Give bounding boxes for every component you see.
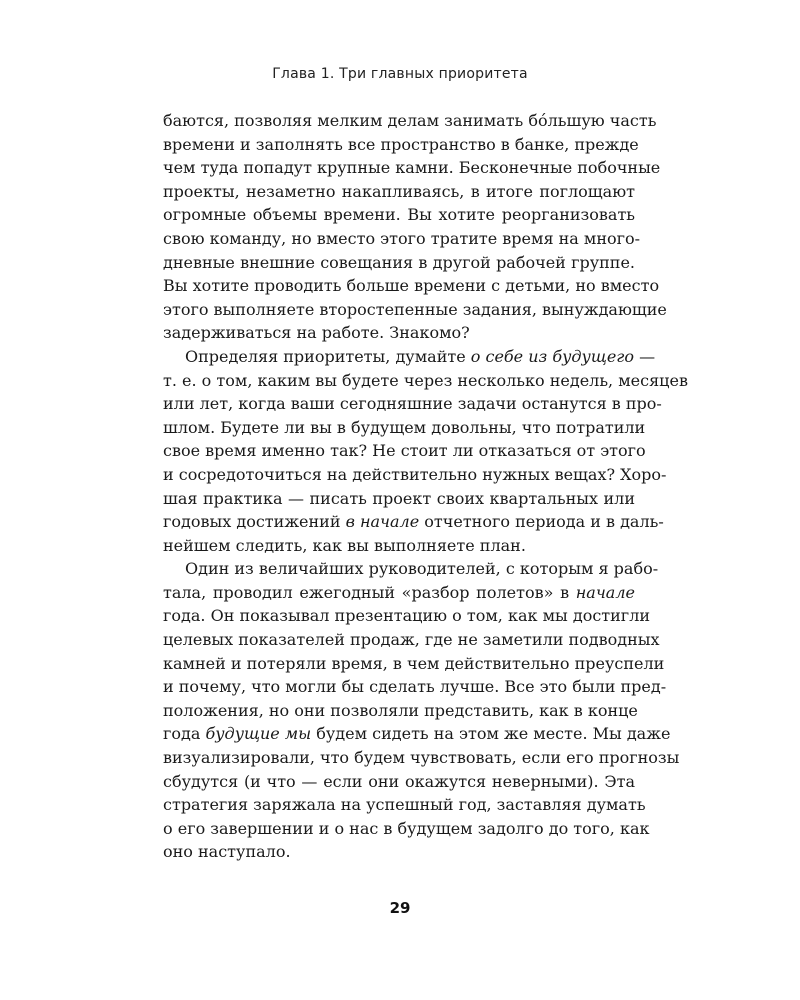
text-run: свое время именно так? Не стоит ли отказаться от этого — [163, 441, 646, 461]
text-line — [163, 156, 661, 180]
text-line — [163, 416, 646, 440]
body-text — [163, 109, 688, 864]
text-run: года. Он показывал презентацию о том, как мы достигли — [163, 606, 651, 626]
text-line — [163, 652, 665, 676]
text-line — [163, 392, 662, 416]
text-run: сбудутся (и что — если они окажутся неверными). Эта — [163, 771, 635, 791]
paragraph — [163, 345, 688, 557]
text-line — [163, 817, 650, 841]
text-line — [163, 675, 667, 699]
text-line — [163, 840, 635, 864]
text-run: или лет, когда ваши сегодняшние задачи останутся в про- — [163, 394, 662, 414]
text-line — [163, 133, 639, 157]
page-number: 29 — [389, 899, 411, 917]
text-run: шая практика — писать проект своих квартальных или — [163, 488, 635, 508]
text-run: годовых достижений — [163, 512, 346, 532]
text-line — [163, 581, 635, 605]
text-line — [163, 203, 635, 227]
text-line — [163, 557, 659, 581]
text-line — [163, 298, 667, 322]
italic-text: будущие мы — [205, 724, 312, 744]
text-run: Один из величайших руководителей, с которым я рабо- — [185, 559, 659, 579]
text-run: Определяя приоритеты, думайте — [185, 346, 471, 366]
text-run: оно наступало. — [163, 842, 291, 862]
text-run: стратегия заряжала на успешный год, заставляя думать — [163, 795, 646, 815]
text-run: визуализировали, что будем чувствовать, если его прогнозы — [163, 748, 680, 768]
text-run: времени и заполнять все пространство в банке, прежде — [163, 134, 639, 154]
text-run: этого выполняете второстепенные задания, вынуждающие — [163, 299, 667, 319]
text-run: отчетного периода и в даль- — [419, 512, 664, 532]
text-run: тала, проводил ежегодный «разбор полетов» в — [163, 582, 576, 602]
text-line — [163, 793, 646, 817]
text-line — [163, 227, 641, 251]
text-run: дневные внешние совещания в другой рабочей группе. — [163, 252, 635, 272]
text-line — [163, 510, 664, 534]
text-line — [163, 109, 657, 133]
text-run: огромные объемы времени. Вы хотите реорганизовать — [163, 205, 635, 225]
text-run: и сосредоточиться на действительно нужных вещах? Хоро- — [163, 464, 667, 484]
text-line — [163, 699, 638, 723]
text-line — [163, 321, 635, 345]
text-run: — — [634, 346, 656, 366]
text-line — [163, 463, 667, 487]
text-run: будем сидеть на этом же месте. Мы даже — [311, 724, 671, 744]
text-line — [163, 746, 680, 770]
text-run: баются, позволяя мелким делам занимать бóльшую часть — [163, 111, 657, 130]
text-run: о его завершении и о нас в будущем задолго до того, как — [163, 818, 650, 838]
text-run: т. е. о том, каким вы будете через несколько недель, месяцев — [163, 370, 688, 390]
text-run: камней и потеряли время, в чем действительно преуспели — [163, 653, 665, 673]
text-run: чем туда попадут крупные камни. Бесконечные побочные — [163, 158, 661, 178]
text-line — [163, 345, 656, 369]
text-line — [163, 369, 688, 393]
text-run: нейшем следить, как вы выполняете план. — [163, 535, 526, 555]
text-run: свою команду, но вместо этого тратите время на много- — [163, 228, 641, 248]
text-run: целевых показателей продаж, где не заметили подводных — [163, 630, 660, 650]
text-run: года — [163, 724, 206, 744]
text-line — [163, 604, 651, 628]
text-line — [163, 770, 635, 794]
italic-text: о себе из будущего — [470, 346, 635, 366]
text-line — [163, 274, 660, 298]
text-run: положения, но они позволяли представить, как в конце — [163, 700, 638, 720]
running-head: Глава 1. Три главных приоритета — [272, 66, 528, 82]
italic-text: начале — [575, 582, 635, 602]
paragraph — [163, 557, 680, 864]
text-line — [163, 487, 635, 511]
italic-text: в начале — [345, 512, 420, 532]
text-run: проекты, незаметно накапливаясь, в итоге поглощают — [163, 181, 635, 201]
text-line — [163, 534, 635, 558]
text-line — [163, 439, 646, 463]
text-run: Вы хотите проводить больше времени с детьми, но вместо — [163, 276, 660, 296]
text-line — [163, 722, 671, 746]
text-run: шлом. Будете ли вы в будущем довольны, что потратили — [163, 417, 646, 437]
text-run: задерживаться на работе. Знакомо? — [163, 323, 470, 343]
text-line — [163, 180, 635, 204]
text-line — [163, 628, 660, 652]
paragraph — [163, 109, 667, 345]
text-run: и почему, что могли бы сделать лучше. Все это были пред- — [163, 677, 667, 697]
text-line — [163, 251, 635, 275]
